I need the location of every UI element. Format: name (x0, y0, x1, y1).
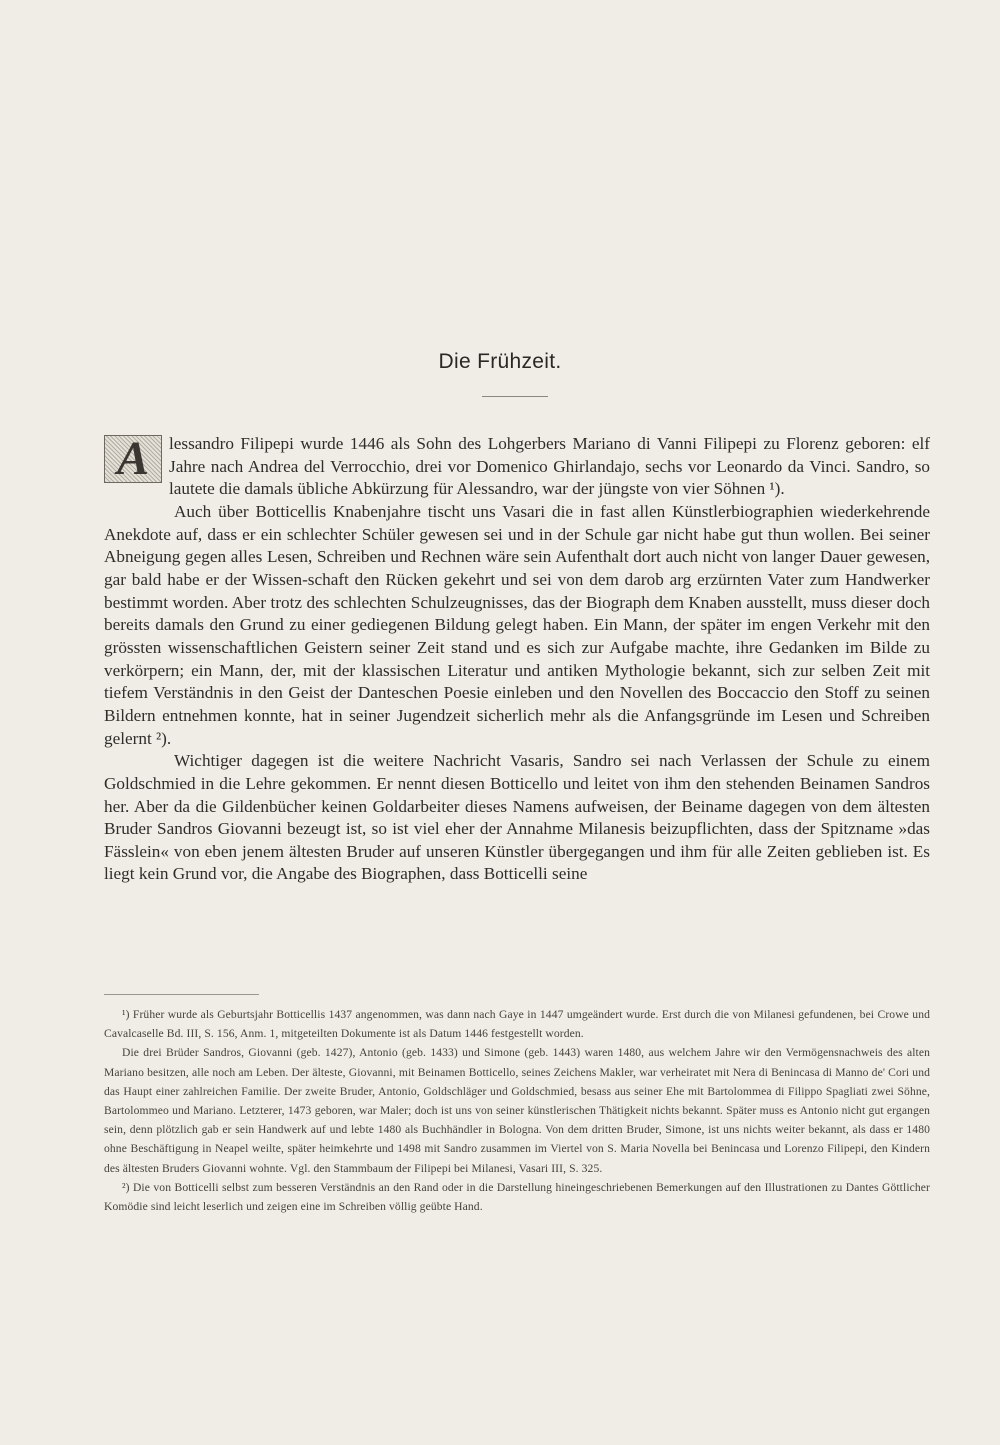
footnote-1: ¹) Früher wurde als Geburtsjahr Botticellis 1437 angenommen, was dann nach Gaye in 1447 umgeändert wurde. Erst durch die von Milanesi gefundenen, bei Crowe und Cavalcaselle Bd. III, S. 156, Anm. 1, mitgeteilten Dokumente ist als Datum 1446 festgestellt worden. (104, 1008, 930, 1041)
title-divider (482, 396, 548, 397)
chapter-title: Die Frühzeit. (438, 350, 562, 373)
footnote-2: ²) Die von Botticelli selbst zum besseren Verständnis an den Rand oder in die Darstellung hineingeschriebenen Bemerkungen auf den Illustrationen zu Dantes Göttlicher Komödie sind leicht leserlich und zeigen eine im Schreiben völlig geübte Hand. (104, 1180, 930, 1214)
footnote-1-continuation: Die drei Brüder Sandros, Giovanni (geb. 1427), Antonio (geb. 1433) und Simone (geb. 1443) waren 1480, aus welchem Jahre wir den Vermögensnachweis des alten Mariano besitzen, alle noch am Leben. Der älteste, Giovanni, mit Beinamen Botticello, seines Zeichens Makler, war verheiratet mit Nera di Benincasa di Manno de' Cori und das Haupt einer zahlreichen Familie. Der zweite Bruder, Antonio, Goldschläger und Goldschmied, besass aus seiner Ehe mit Bartolommea di Filippo Spagliati zwei Söhne, Bartolommeo und Mariano. Letzterer, 1473 geboren, war Maler; doch ist uns von seiner künstlerischen Thätigkeit nichts bekannt. Später muss es Antonio nicht gut ergangen sein, denn plötzlich gab er sein Handwerk auf und lebte 1480 als Buchhändler in Bologna. Von dem dritten Bruder, Simone, ist uns nichts weiter bekannt, als dass er 1480 ohne Beschäftigung in Neapel weilte, später heimkehrte und 1498 mit Sandro zusammen im Viertel von S. Maria Novella bei Benincasa und Lorenzo Filipepi, den Kindern des ältesten Bruders Giovanni wohnte. Vgl. den Stammbaum der Filipepi bei Milanesi, Vasari III, S. 325. (104, 1046, 930, 1175)
paragraph-3: Wichtiger dagegen ist die weitere Nachricht Vasaris, Sandro sei nach Verlassen der Schule zu einem Goldschmied in die Lehre gekommen. Er nennt diesen Botticello und leitet von ihm den stehenden Beinamen Sandros her. Aber da die Gildenbücher keinen Goldarbeiter dieses Namens aufweisen, der Beiname dagegen von dem ältesten Bruder Sandros Giovanni bezeugt ist, so ist viel eher der Annahme Milanesis beizupflichten, dass der Spitzname »das Fässlein« von eben jenem ältesten Bruder auf unseren Künstler übergegangen und ihm für alle Zeiten geblieben ist. Es liegt kein Grund vor, die Angabe des Biographen, dass Botticelli seine (104, 751, 930, 884)
paragraph-1-text: lessandro Filipepi wurde 1446 als Sohn des Lohgerbers Mariano di Vanni Filipepi zu Florenz geboren: elf Jahre nach Andrea del Verrocchio, drei vor Domenico Ghirlandajo, sechs vor Leonardo da Vinci. Sandro, so lautete die damals übliche Abkürzung für Alessandro, war der jüngste von vier Söhnen ¹). (169, 434, 930, 499)
body-text (104, 433, 930, 886)
paragraph-1 (104, 433, 930, 501)
decorated-initial-icon (104, 432, 162, 485)
initial-letter: A (116, 432, 149, 485)
footnotes (104, 1005, 930, 1216)
paragraph-2: Auch über Botticellis Knabenjahre tischt uns Vasari die in fast allen Künstlerbiographien wiederkehrende Anekdote auf, dass er ein schlechter Schüler gewesen sei und in der Schule gar nicht habe gut thun wollen. Bei seiner Abneigung gegen alles Lesen, Schreiben und Rechnen wäre sein Aufenthalt dort auch nicht von langer Dauer gewesen, gar bald habe er der Wissen-schaft den Rücken gekehrt und sei von dem darob arg erzürnten Vater zum Handwerker bestimmt worden. Aber trotz des schlechten Schulzeugnisses, das der Biograph dem Knaben ausstellt, muss dieser doch bereits damals den Grund zu einer gediegenen Bildung gelegt haben. Ein Mann, der später im engen Verkehr mit den grössten wissenschaftlichen Geistern seiner Zeit stand und es sich zur Aufgabe machte, ihre Gedanken im Bilde zu verkörpern; ein Mann, der, mit der klassischen Literatur und antiken Mythologie bekannt, sich zur selben Zeit mit tiefem Verständnis in den Geist der Danteschen Poesie einleben und den Novellen des Boccaccio den Stoff zu seinen Bildern entnehmen konnte, hat in seiner Jugendzeit sicherlich mehr als die Anfangsgründe im Lesen und Schreiben gelernt ²). (104, 501, 930, 748)
footnote-divider (104, 994, 259, 995)
